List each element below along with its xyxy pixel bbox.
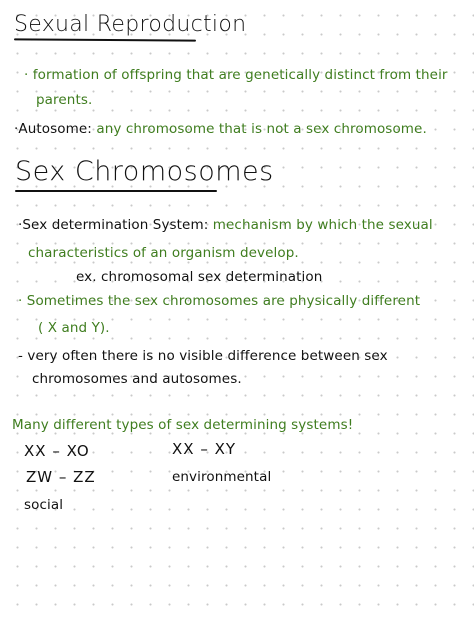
often-line-1: - very often there is no visible difference between sex	[18, 348, 388, 364]
heading-sex-chromosomes-text: Sex Chromosomes	[15, 156, 274, 187]
heading-sexual-reproduction-text: Sexual Reproduction	[14, 12, 247, 37]
autosome-definition	[14, 120, 427, 138]
sds-definition-line-2: characteristics of an organism develop.	[28, 245, 299, 261]
sometimes-line-1: · Sometimes the sex chromosomes are physically different	[18, 293, 421, 309]
system-zw-zz: ZW – ZZ	[26, 468, 96, 486]
often-line-2: chromosomes and autosomes.	[32, 371, 242, 387]
autosome-text: any chromosome that is not a sex chromosome.	[91, 121, 427, 137]
many-types-line: Many different types of sex determining systems!	[12, 417, 354, 433]
example-line: ex. chromosomal sex determination	[76, 269, 323, 285]
system-xx-xy: XX – XY	[172, 440, 237, 458]
sds-term: ·Sex determination System:	[18, 217, 209, 233]
heading-underline	[14, 38, 196, 41]
sds-text-1: mechanism by which the sexual	[208, 217, 433, 233]
formation-line-2: parents.	[36, 92, 93, 108]
heading-sex-chromosomes	[15, 156, 274, 187]
formation-line-1: · formation of offspring that are genetically distinct from their	[24, 67, 448, 83]
system-xx-xo: XX – XO	[24, 442, 90, 460]
autosome-term: ·Autosome:	[14, 121, 92, 137]
sometimes-line-2: ( X and Y).	[38, 320, 110, 336]
heading-sexual-reproduction	[14, 12, 246, 37]
system-environmental: environmental	[172, 469, 272, 485]
system-social: social	[24, 497, 64, 513]
heading-underline	[15, 190, 217, 192]
sds-definition-line-1	[18, 216, 433, 234]
